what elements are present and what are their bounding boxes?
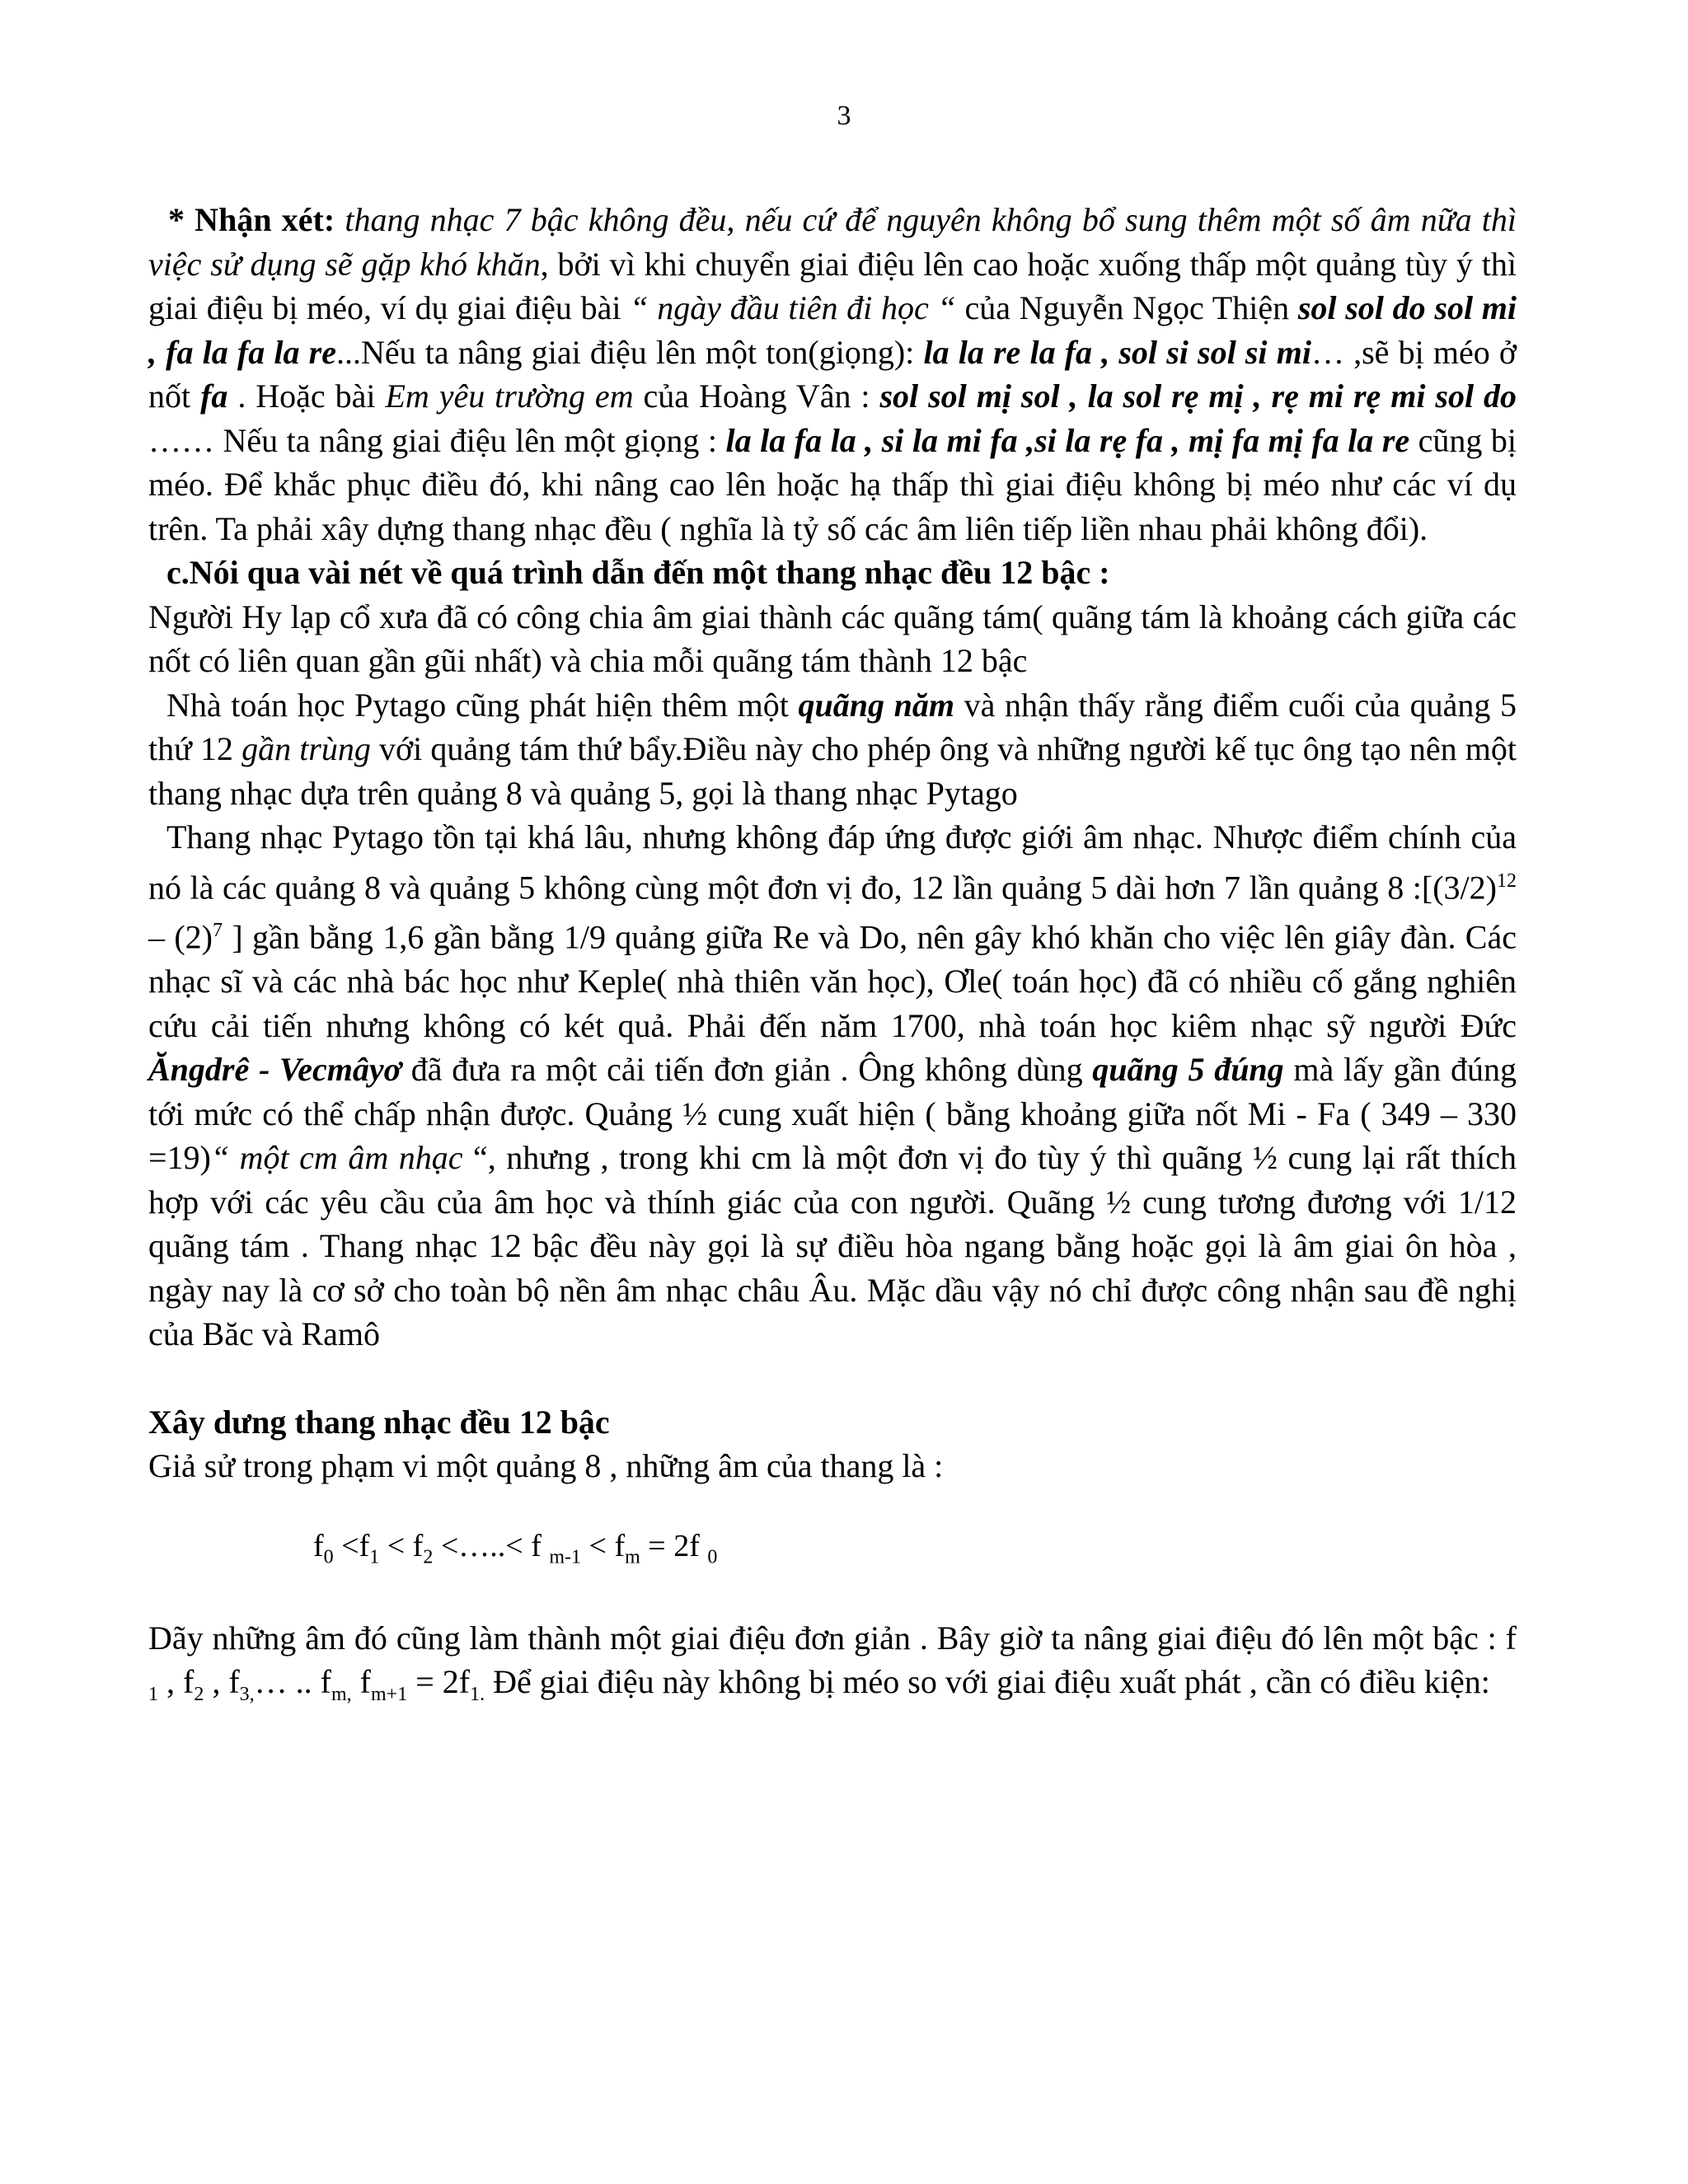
symbol-f: f — [313, 1528, 324, 1563]
text: , f — [158, 1663, 195, 1701]
text: của Nguyễn Ngọc Thiện — [955, 289, 1298, 326]
subscript: m, — [331, 1684, 352, 1706]
song-title: Em yêu trường em — [385, 377, 634, 415]
symbol-f: f — [359, 1528, 370, 1563]
person-name: Ăngdrê - Vecmâyơ — [148, 1051, 402, 1089]
formula-text: <…..< f — [433, 1528, 550, 1563]
text-italic: thang nhạc 7 bậc không đều, nếu cứ để nguyên không bổ sung thêm một số âm nữa thì việc sử dụng sẽ gặp khó khăn — [148, 201, 1517, 283]
text: Thang nhạc Pytago tồn tại khá lâu, nhưng không đáp ứng được giới âm nhạc. Nhược điểm chính của nó là các quảng 8 và quảng 5 không cùng một đơn vị đo, 12 lần quảng 5 dài hơn 7 lần quảng 8 :[(3/2) — [148, 818, 1517, 906]
song-title: “ ngày đầu tiên đi học “ — [630, 289, 956, 326]
text: “, nhưng , trong khi cm là một đơn vị đo tùy ý thì quãng ½ cung lại rất thích hợp với các yêu cầu của âm học và thính giác của con người. Quãng ½ cung tương đương với 1/12 quãng tám . Thang nhạc 12 bậc đều này gọi là sự điều hòa ngang bằng hoặc gọi là âm giai ôn hòa , ngày nay là cơ sở cho toàn bộ nền âm nhạc châu Âu. Mặc dầu vậy nó chỉ được công nhận sau đề nghị của Băc và Ramô — [148, 1139, 1517, 1353]
subscript: 1. — [470, 1684, 485, 1706]
formula-text: < f — [581, 1528, 626, 1563]
subscript: m — [625, 1546, 640, 1568]
exponent: 12 — [1497, 869, 1517, 892]
paragraph-assume: Giả sử trong phạm vi một quảng 8 , những âm của thang là : — [148, 1447, 944, 1485]
text: = 2f — [407, 1663, 471, 1701]
text: ] gần bằng 1,6 gần bằng 1/9 quảng giữa Re và Do, nên gây khó khăn cho việc lên giây đàn. Các nhạc sĩ và các nhà bác học như Keple( nhà thiên văn học), Ơle( toán học) đã có nhiều cố gắng nghiên cứu cải tiến nhưng không có két quả. Phải đến năm 1700, nhà toán học kiêm nhạc sỹ người Đức — [148, 918, 1517, 1044]
paragraph-pythagorean-scale — [148, 815, 1517, 1357]
subscript: m+1 — [370, 1684, 408, 1706]
subscript: 0 — [323, 1546, 334, 1568]
heading-section-c: c.Nói qua vài nét về quá trình dẫn đến một thang nhạc đều 12 bậc : — [166, 554, 1110, 591]
formula-text: < — [333, 1528, 359, 1563]
term-nearly-coincide: gần trùng — [241, 730, 371, 767]
text: , f — [204, 1663, 240, 1701]
text: … ,sẽ bị méo ở nốt — [148, 333, 1517, 415]
subscript: 1 — [369, 1546, 380, 1568]
subscript: 2 — [194, 1684, 204, 1706]
document-body — [148, 198, 1517, 1718]
subscript: 2 — [423, 1546, 434, 1568]
melody-notes: la la re la fa , sol si sol si mi — [923, 333, 1311, 371]
text: với quảng tám thứ bẩy.Điều này cho phép ông và những người kế tục ông tạo nên một thang nhạc dựa trên quảng 8 và quảng 5, gọi là thang nhạc Pytago — [148, 730, 1517, 812]
text: …… Nếu ta nâng giai điệu lên một giọng : — [148, 421, 726, 459]
term-perfect-fifth: quãng 5 đúng — [1092, 1051, 1284, 1089]
melody-notes: la la fa la , si la mi fa ,si la rẹ fa , mị fa mị fa la re — [725, 421, 1410, 459]
paragraph-melody — [148, 1616, 1517, 1718]
text: ...Nếu ta nâng giai điệu lên một ton(giọng): — [335, 333, 924, 371]
text: cũng bị méo. Để khắc phục điều đó, khi nâng cao lên hoặc hạ thấp thì giai điệu không bị méo như các ví dụ trên. Ta phải xây dựng thang nhạc đều ( nghĩa là tỷ số các âm liên tiếp liền nhau phải không đổi). — [148, 421, 1517, 547]
melody-notes: sol sol do sol mi , fa la fa la re — [148, 289, 1517, 371]
formula-text: = 2f — [640, 1528, 708, 1563]
heading-build-scale: Xây dưng thang nhạc đều 12 bậc — [148, 1403, 610, 1441]
text: Nhà toán học Pytago cũng phát hiện thêm một — [166, 686, 799, 724]
text: đã đưa ra một cải tiến đơn giản . Ông không dùng — [401, 1051, 1093, 1089]
page-number: 3 — [837, 101, 851, 131]
text: và nhận thấy rằng điểm cuối của quảng 5 thứ 12 — [148, 686, 1517, 767]
subscript: 0 — [707, 1546, 718, 1568]
remark-label: * Nhận xét: — [168, 201, 335, 238]
term-music-cm: “ một cm âm nhạc — [210, 1139, 463, 1177]
text: của Hoàng Vân : — [633, 377, 880, 415]
melody-notes: sol sol mị sol , la sol rẹ mị , rẹ mi rẹ mi sol do — [879, 377, 1517, 415]
text: … .. f — [254, 1663, 331, 1701]
formula-text: < f — [379, 1528, 424, 1563]
subscript: m-1 — [549, 1546, 582, 1568]
subscript: 3, — [239, 1684, 255, 1706]
text: Để giai điệu này không bị méo so với giai điệu xuất phát , cần có điều kiện: — [485, 1663, 1490, 1701]
exponent: 7 — [213, 920, 223, 942]
text: . Hoặc bài — [227, 377, 386, 415]
text: f — [351, 1663, 371, 1701]
formula-scale — [313, 1525, 1517, 1580]
term-fifth: quãng năm — [798, 686, 954, 724]
text: – (2) — [148, 918, 213, 956]
note-fa: fa — [200, 377, 228, 415]
paragraph-pythagoras — [148, 683, 1517, 816]
text: , bởi vì khi chuyển giai điệu lên cao hoặc xuống thấp một quảng tùy ý thì giai điệu bị méo, ví dụ giai điệu bài — [148, 245, 1517, 326]
subscript: 1 — [148, 1684, 158, 1706]
text: Dãy những âm đó cũng làm thành một giai điệu đơn giản . Bây giờ ta nâng giai điệu đó lên một bậc : f — [148, 1619, 1517, 1657]
text: mà lấy gần đúng tới mức có thể chấp nhận được. Quảng ½ cung xuất hiện ( bằng khoảng giữa nốt Mi - Fa ( 349 – 330 =19) — [148, 1051, 1517, 1177]
paragraph-greek: Người Hy lạp cổ xưa đã có công chia âm giai thành các quãng tám( quãng tám là khoảng cách giữa các nốt có liên quan gần gũi nhất) và chia mỗi quãng tám thành 12 bậc — [148, 598, 1517, 679]
paragraph-remark — [148, 198, 1517, 551]
